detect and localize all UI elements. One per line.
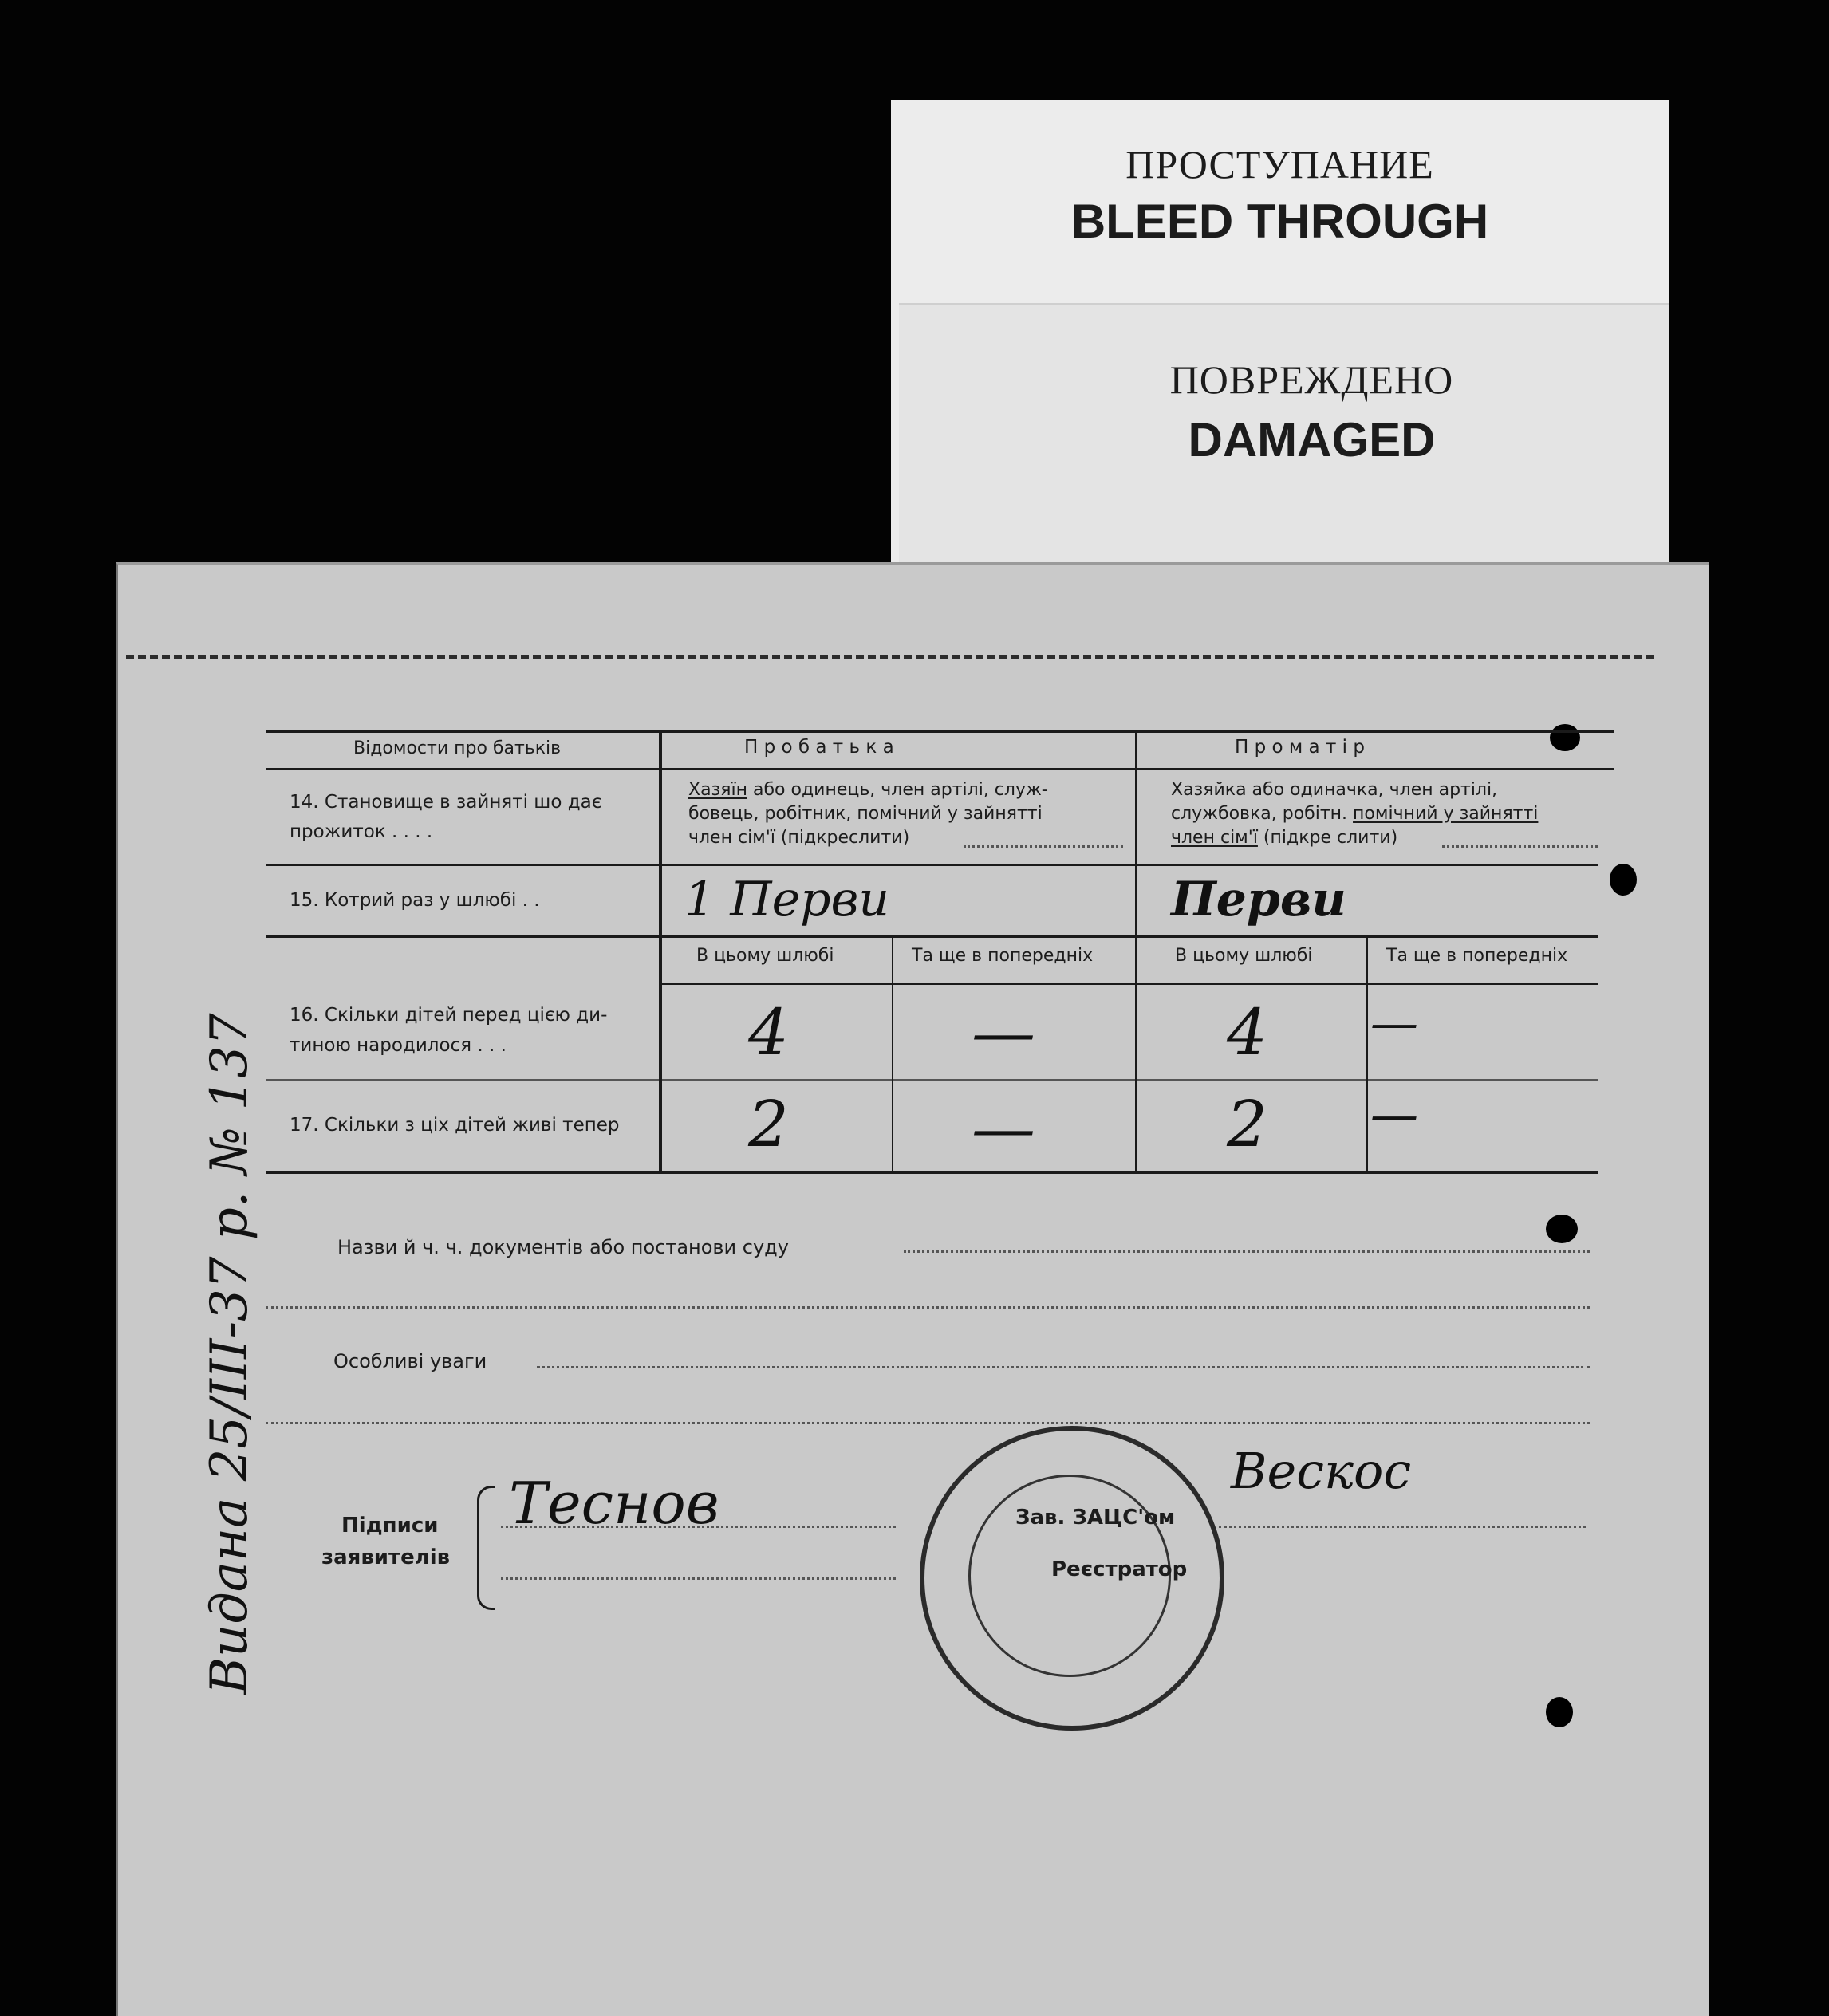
signatures-label: Підписи [341, 1514, 439, 1538]
row14-father-line2: бовець, робітник, помічний у зайнятті [688, 804, 1043, 824]
table-rule [266, 864, 1598, 866]
row17-father-this: 2 [748, 1087, 789, 1161]
registrar-signature: Вескос [1231, 1442, 1412, 1500]
table-rule [1135, 730, 1137, 1172]
documents-label: Назви й ч. ч. документів або постанови суду [337, 1236, 789, 1258]
header-parents-info: Відомости про батьків [353, 738, 562, 758]
table-rule [1366, 935, 1368, 1172]
table-rule [266, 1171, 1598, 1174]
table-rule [266, 935, 1598, 938]
row16-mother-prev: — [1370, 995, 1418, 1051]
signatures-brace [477, 1486, 495, 1610]
fill-line [1442, 845, 1598, 848]
applicant-signature: Теснов [509, 1470, 719, 1537]
bleed-through-en-label: BLEED THROUGH [1070, 195, 1489, 248]
row15-label: 15. Котрий раз у шлюбі . . [290, 890, 540, 911]
table-rule [266, 768, 1614, 770]
bleed-through-ru-label: ПРОСТУПАНИЕ [1125, 142, 1434, 187]
row14-mother-line2 [1171, 804, 1538, 824]
fill-line [904, 1250, 1590, 1253]
subheader-father-this: В цьому шлюбі [696, 946, 834, 966]
row17-mother-this: 2 [1227, 1087, 1267, 1161]
subheader-father-prev: Та ще в попередніх [912, 946, 1094, 966]
damaged-ru-label: ПОВРЕЖДЕНО [1169, 357, 1454, 402]
row14-mother-line3-rest: (підкре слити) [1257, 828, 1398, 848]
row16-label: 16. Скільки дітей перед цією ди- [290, 1005, 608, 1026]
row15-father-handwritten: 1 Перви [684, 872, 890, 927]
punch-hole [1546, 1215, 1578, 1243]
row14-label: 14. Становище в зайняті шо дає [290, 792, 602, 813]
subheader-mother-prev: Та ще в попередніх [1386, 946, 1568, 966]
row16-mother-this: 4 [1227, 995, 1267, 1069]
table-rule [892, 935, 893, 1172]
margin-issue-note: Видана 25/ІІІ-37 р. № 137 [200, 1013, 259, 1695]
registration-form-sheet [116, 562, 1709, 2016]
row14-mother-selected-2: член сім'ї [1171, 828, 1258, 848]
perforation-line [126, 655, 1654, 659]
registrar-label: Реєстратор [1051, 1557, 1188, 1581]
table-rule [660, 983, 1598, 985]
row17-father-prev: — [972, 1091, 1035, 1165]
row14-father-line3: член сім'ї (підкреслити) [688, 828, 910, 848]
row16-label-cont: тиною народилося . . . [290, 1035, 507, 1056]
row14-mother-selected: помічний у зайнятті [1353, 804, 1539, 824]
row15-mother-handwritten: Перви [1171, 872, 1346, 927]
punch-hole [1546, 1697, 1573, 1727]
table-rule [659, 730, 662, 1172]
fill-line [501, 1577, 896, 1580]
row17-label: 17. Скільки з ціх дітей живі тепер [290, 1115, 620, 1136]
fill-line [537, 1366, 1590, 1368]
subheader-mother-this: В цьому шлюбі [1175, 946, 1313, 966]
row14-father-selected: Хазяїн [688, 780, 747, 800]
row14-father-line1-rest: або одинець, член артілі, служ- [747, 780, 1048, 800]
table-rule [266, 730, 1614, 733]
row14-mother-line2-pre: службовка, робітн. [1171, 804, 1354, 824]
header-mother: П р о м а т і р [1235, 737, 1365, 758]
fill-line [266, 1422, 1590, 1424]
table-rule [266, 1079, 1598, 1081]
registrar-head-label: Зав. ЗАЦС'ом [1015, 1506, 1176, 1530]
fill-line [1219, 1526, 1586, 1528]
row14-mother-line1: Хазяйка або одиначка, член артілі, [1171, 780, 1498, 800]
signatures-label-cont: заявителів [321, 1545, 451, 1569]
punch-hole [1610, 864, 1637, 896]
row14-label-cont: прожиток . . . . [290, 821, 433, 842]
notes-label: Особливі уваги [333, 1350, 487, 1372]
punch-hole [1550, 724, 1580, 751]
row14-mother-line3 [1171, 828, 1397, 848]
fill-line [964, 845, 1123, 848]
header-father: П р о б а т ь к а [744, 737, 894, 758]
fill-line [501, 1526, 896, 1528]
row17-mother-prev: — [1370, 1087, 1418, 1143]
damaged-en-label: DAMAGED [1188, 413, 1436, 467]
row14-father-line1 [688, 780, 1048, 800]
row16-father-this: 4 [748, 995, 789, 1069]
archival-target-card [891, 100, 1669, 570]
row16-father-prev: — [972, 995, 1035, 1069]
fill-line [266, 1306, 1590, 1309]
